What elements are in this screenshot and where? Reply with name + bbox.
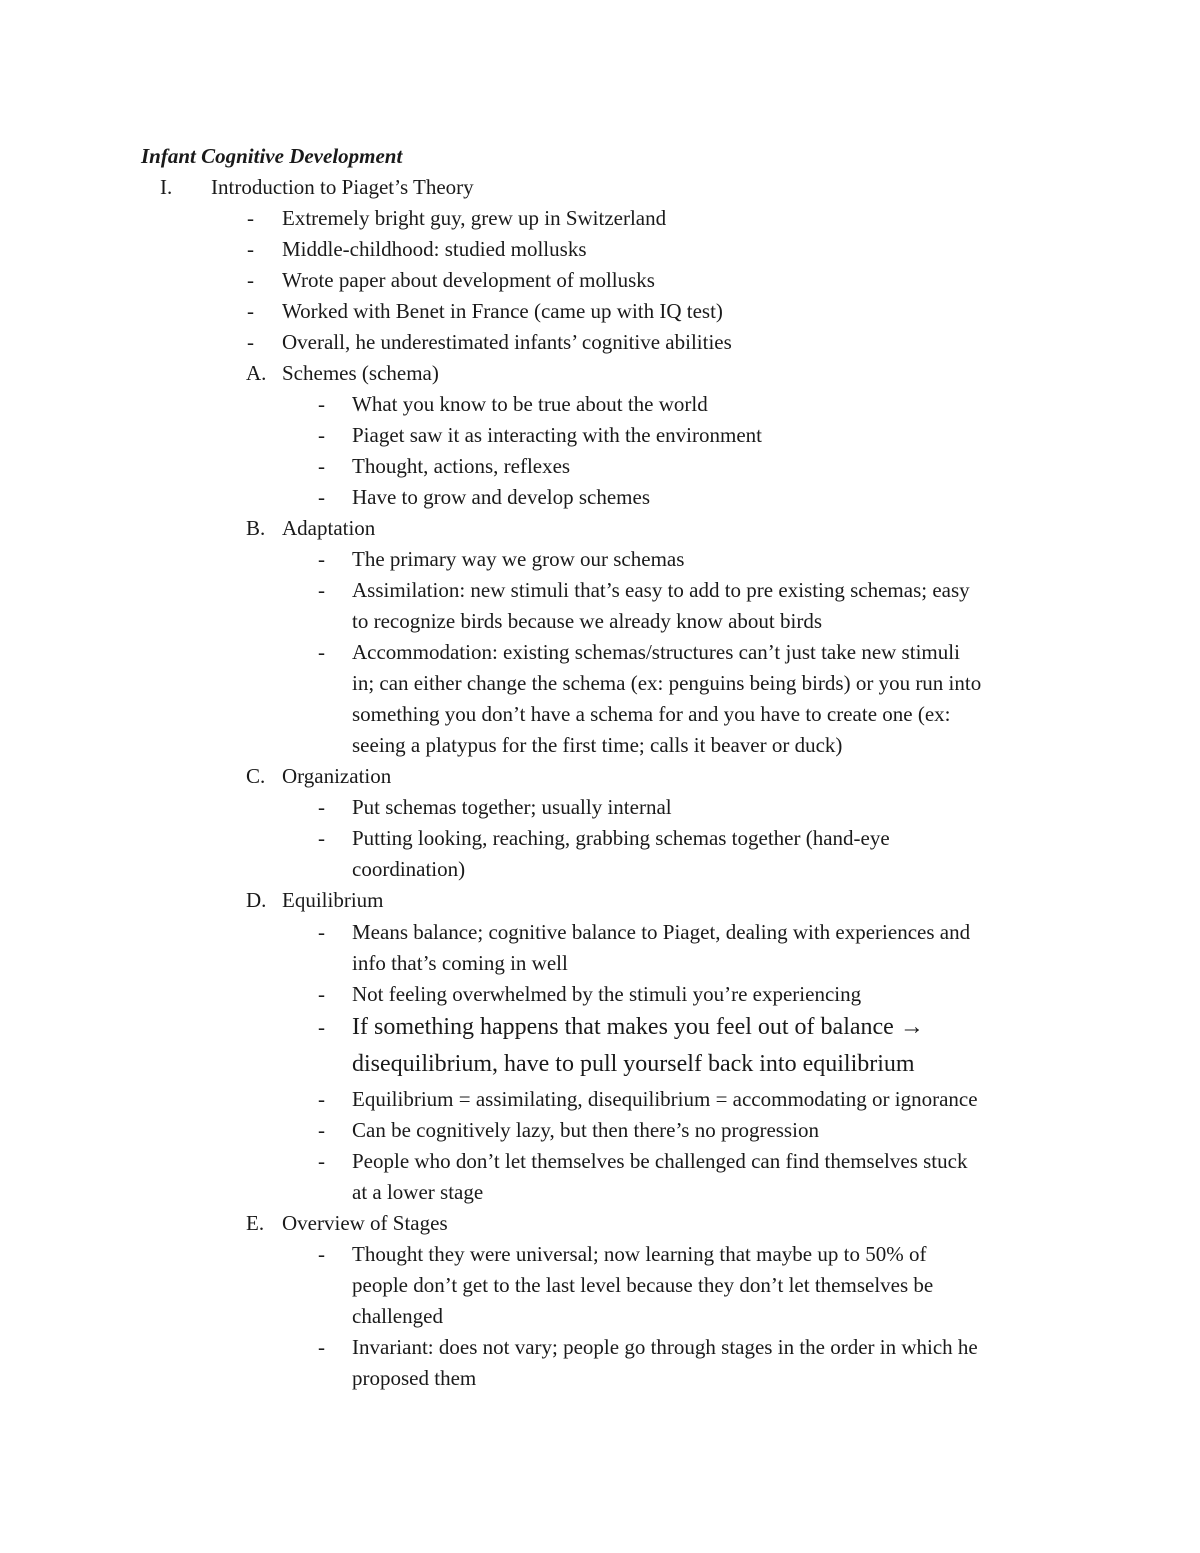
bullet-text: Overall, he underestimated infants’ cognitive abilities: [282, 330, 732, 354]
section-heading: Introduction to Piaget’s Theory: [211, 175, 474, 199]
bullet-text: Equilibrium = assimilating, disequilibrium = accommodating or ignorance: [352, 1087, 978, 1111]
bullet-text: Middle-childhood: studied mollusks: [282, 237, 587, 261]
bullet-dash: -: [318, 1242, 325, 1266]
bullet-text: Not feeling overwhelmed by the stimuli you’re experiencing: [352, 982, 862, 1006]
bullet-text-continued: seeing a platypus for the first time; calls it beaver or duck): [352, 733, 843, 757]
bullet-text: Have to grow and develop schemes: [352, 485, 650, 509]
bullet-text: Extremely bright guy, grew up in Switzerland: [282, 206, 667, 230]
bullet-dash: -: [247, 206, 254, 230]
bullet-text: Assimilation: new stimuli that’s easy to add to pre existing schemas; easy: [352, 578, 970, 602]
bullet-text: Wrote paper about development of mollusks: [282, 268, 655, 292]
bullet-text-continued: at a lower stage: [352, 1180, 484, 1204]
bullet-dash: -: [318, 392, 325, 416]
bullet-text-continued: coordination): [352, 857, 466, 881]
bullet-dash: -: [318, 1149, 325, 1173]
bullet-text-large: If something happens that makes you feel out of balance →: [352, 1014, 924, 1040]
section-marker: C.: [246, 764, 266, 788]
section-heading: Overview of Stages: [282, 1211, 448, 1235]
bullet-text: Means balance; cognitive balance to Piaget, dealing with experiences and: [352, 920, 971, 944]
section-heading: Adaptation: [282, 516, 376, 540]
bullet-text: Thought they were universal; now learning that maybe up to 50% of: [352, 1242, 927, 1266]
section-heading: Schemes (schema): [282, 361, 439, 385]
bullet-dash: -: [318, 640, 325, 664]
bullet-text-continued: proposed them: [352, 1366, 477, 1390]
bullet-text: Can be cognitively lazy, but then there’s no progression: [352, 1118, 819, 1142]
bullet-text: Worked with Benet in France (came up with IQ test): [282, 299, 723, 323]
section-marker: I.: [160, 175, 173, 199]
section-marker: E.: [246, 1211, 265, 1235]
bullet-text: What you know to be true about the world: [352, 392, 708, 416]
section-marker: A.: [246, 361, 267, 385]
bullet-dash: -: [318, 1087, 325, 1111]
bullet-text-continued: to recognize birds because we already know about birds: [352, 609, 822, 633]
bullet-dash: -: [247, 299, 254, 323]
bullet-dash: -: [247, 268, 254, 292]
section-heading: Organization: [282, 764, 392, 788]
bullet-text: People who don’t let themselves be challenged can find themselves stuck: [352, 1149, 968, 1173]
bullet-text: Invariant: does not vary; people go through stages in the order in which he: [352, 1335, 978, 1359]
bullet-dash: -: [318, 578, 325, 602]
section-marker: D.: [246, 888, 267, 912]
bullet-text-continued: in; can either change the schema (ex: penguins being birds) or you run into: [352, 671, 982, 695]
bullet-dash: -: [318, 423, 325, 447]
bullet-dash: -: [318, 982, 325, 1006]
bullet-text: Piaget saw it as interacting with the environment: [352, 423, 762, 447]
bullet-dash: -: [318, 826, 325, 850]
bullet-dash: -: [318, 1015, 325, 1039]
bullet-dash: -: [247, 330, 254, 354]
bullet-text: Putting looking, reaching, grabbing schemas together (hand-eye: [352, 826, 890, 850]
section-heading: Equilibrium: [282, 888, 384, 912]
bullet-dash: -: [318, 795, 325, 819]
bullet-text: The primary way we grow our schemas: [352, 547, 685, 571]
bullet-text: Accommodation: existing schemas/structures can’t just take new stimuli: [352, 640, 960, 664]
bullet-dash: -: [318, 920, 325, 944]
bullet-dash: -: [318, 547, 325, 571]
bullet-text-continued: challenged: [352, 1304, 443, 1328]
bullet-text-continued: something you don’t have a schema for and you have to create one (ex:: [352, 702, 951, 726]
bullet-text: Put schemas together; usually internal: [352, 795, 672, 819]
bullet-dash: -: [247, 237, 254, 261]
bullet-text-continued: info that’s coming in well: [352, 951, 568, 975]
bullet-dash: -: [318, 454, 325, 478]
bullet-dash: -: [318, 1118, 325, 1142]
section-marker: B.: [246, 516, 266, 540]
bullet-dash: -: [318, 485, 325, 509]
document-title: Infant Cognitive Development: [141, 144, 403, 168]
bullet-dash: -: [318, 1335, 325, 1359]
bullet-text-large-continued: disequilibrium, have to pull yourself back into equilibrium: [352, 1051, 915, 1077]
bullet-text: Thought, actions, reflexes: [352, 454, 571, 478]
bullet-text-continued: people don’t get to the last level because they don’t let themselves be: [352, 1273, 934, 1297]
